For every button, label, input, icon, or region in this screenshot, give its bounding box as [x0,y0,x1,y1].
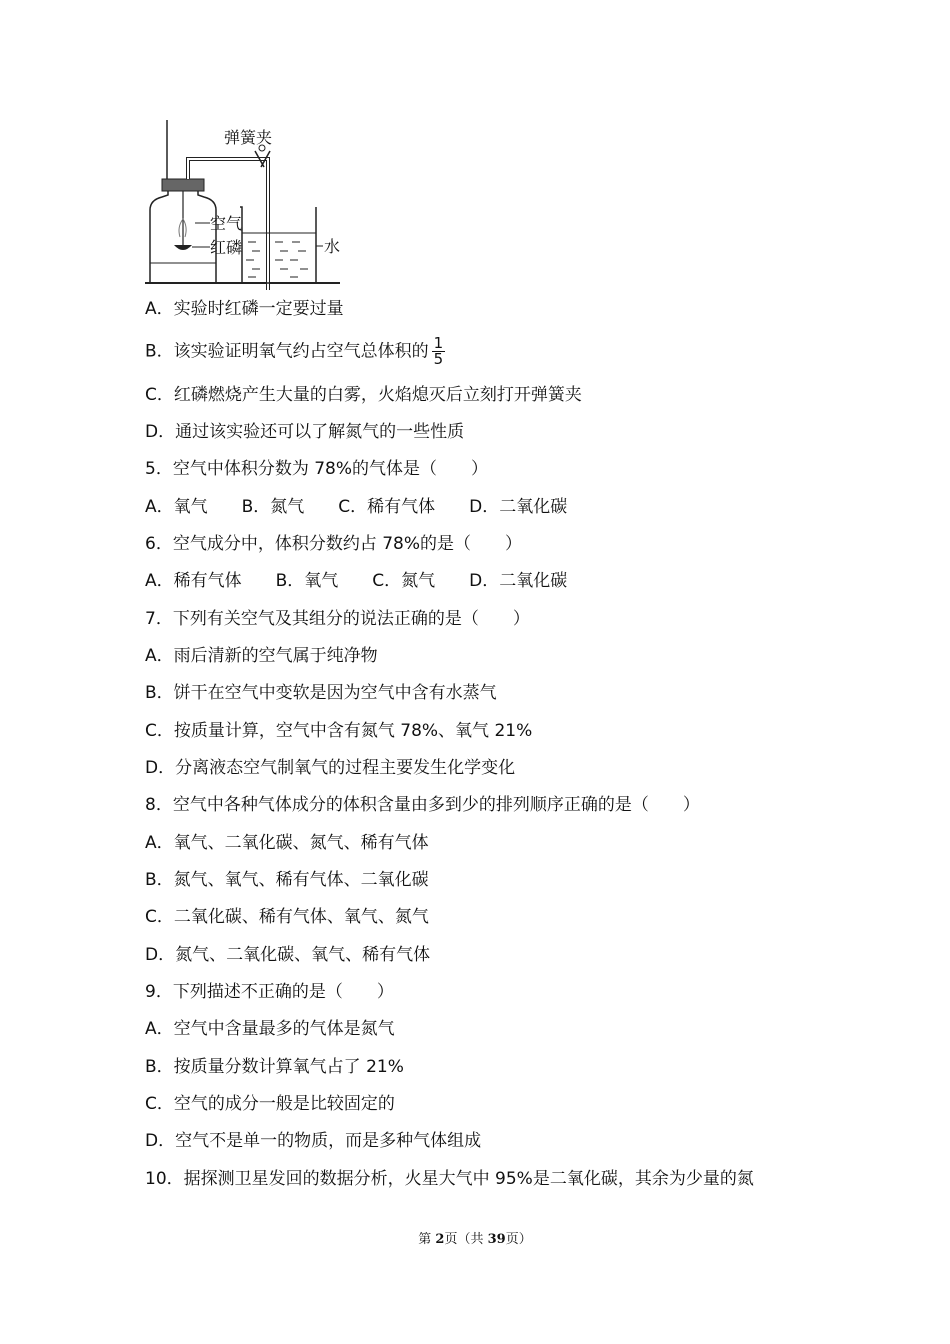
q9-option-d: D．空气不是单一的物质，而是多种气体组成 [145,1131,482,1151]
apparatus-drawing [140,115,360,290]
q9-option-c: C．空气的成分一般是比较固定的 [145,1094,395,1114]
q5-options: A．氧气 B．氮气 C．稀有气体 D．二氧化碳 [145,497,568,517]
q7-option-a: A．雨后清新的空气属于纯净物 [145,646,378,666]
q4-option-d: D．通过该实验还可以了解氮气的一些性质 [145,422,465,442]
q6-stem: 6．空气成分中，体积分数约占 78%的是（ ） [145,534,523,554]
q7-option-d: D．分离液态空气制氧气的过程主要发生化学变化 [145,758,516,778]
q8-option-a: A．氧气、二氧化碳、氮气、稀有气体 [145,833,429,853]
q9-stem: 9．下列描述不正确的是（ ） [145,982,394,1002]
fraction-one-fifth: $\frac{1}{5}$ [433,334,444,368]
q7-stem: 7．下列有关空气及其组分的说法正确的是（ ） [145,609,530,629]
q6-options: A．稀有气体 B．氧气 C．氮气 D．二氧化碳 [145,571,568,591]
q8-option-c: C．二氧化碳、稀有气体、氧气、氮气 [145,907,429,927]
q4-option-c: C．红磷燃烧产生大量的白雾，火焰熄灭后立刻打开弹簧夹 [145,385,582,405]
phosphorus-label: 红磷 [210,238,243,257]
q8-stem: 8．空气中各种气体成分的体积含量由多到少的排列顺序正确的是（ ） [145,795,700,815]
beaker-outline [240,207,316,283]
q9-option-b: B．按质量分数计算氧气占了 21% [145,1057,404,1077]
page-footer: 第 2页（共 39页） [418,1232,532,1247]
current-page-number: 2 [435,1232,445,1247]
q10-stem: 10．据探测卫星发回的数据分析，火星大气中 95%是二氧化碳，其余为少量的氮 [145,1169,754,1189]
q8-option-b: B．氮气、氧气、稀有气体、二氧化碳 [145,870,429,890]
q4-option-b: B．该实验证明氧气约占空气总体积的 $\frac{1}{5}$ [145,334,444,368]
clip-label: 弹簧夹 [224,128,273,147]
water-label: 水 [324,237,341,256]
air-label: 空气 [210,214,243,233]
q8-option-d: D．氮气、二氧化碳、氧气、稀有气体 [145,945,431,965]
stopper [162,179,204,191]
q7-option-c: C．按质量计算，空气中含有氮气 78%、氧气 21% [145,721,533,741]
q9-option-a: A．空气中含量最多的气体是氮气 [145,1019,395,1039]
experiment-diagram [140,115,360,290]
total-pages: 39 [487,1232,506,1247]
water-dashes [246,242,308,277]
q5-stem: 5．空气中体积分数为 78%的气体是（ ） [145,459,489,479]
q7-option-b: B．饼干在空气中变软是因为空气中含有水蒸气 [145,683,497,703]
spoon-bowl [174,245,192,250]
q4-option-a: A．实验时红磷一定要过量 [145,299,344,319]
